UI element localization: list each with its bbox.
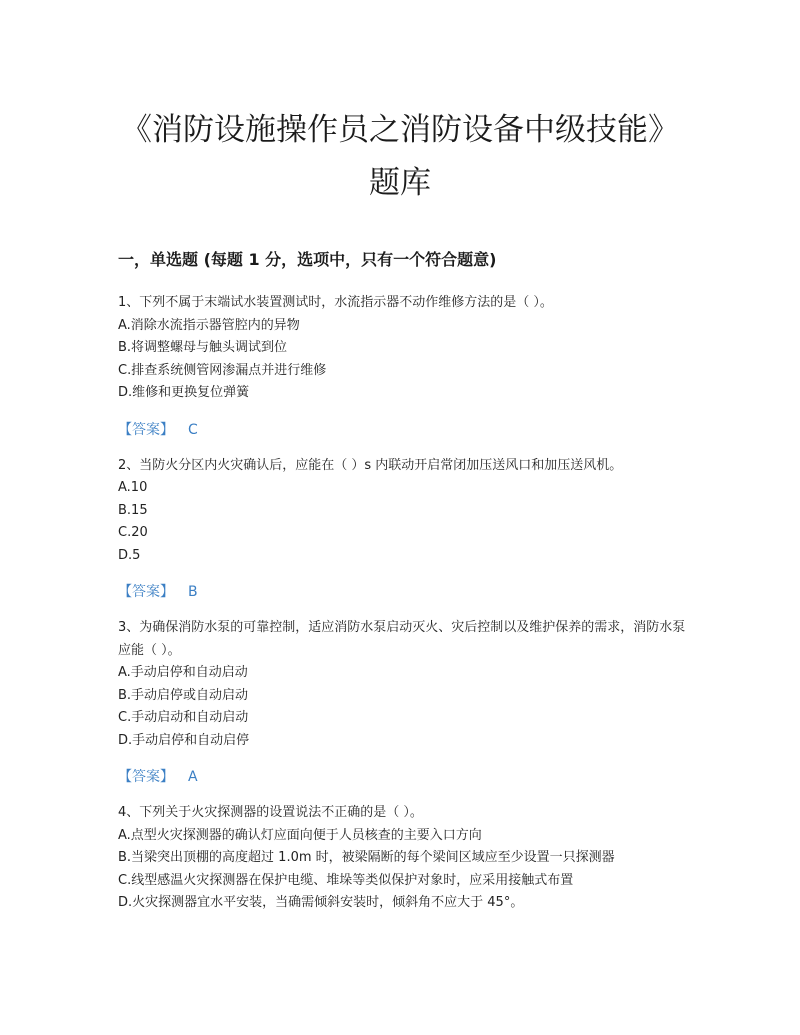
answer-tag: 【答案】 bbox=[118, 584, 174, 600]
answer-line bbox=[118, 766, 688, 788]
question-option: A.10 bbox=[118, 480, 148, 495]
answer-tag: 【答案】 bbox=[118, 769, 174, 785]
question-4 bbox=[118, 802, 688, 915]
question-option: C.20 bbox=[118, 525, 148, 540]
question-stem: 3、为确保消防水泵的可靠控制，适应消防水泵启动灭火、灾后控制以及维护保养的需求，消防水泵应能（ ）。 bbox=[118, 620, 686, 658]
question-option: B.当梁突出顶棚的高度超过 1.0m 时，被梁隔断的每个梁间区域应至少设置一只探测器 bbox=[118, 850, 615, 865]
answer-tag: 【答案】 bbox=[118, 421, 174, 438]
question-option: B.将调整螺母与触头调试到位 bbox=[118, 340, 288, 355]
question-option: C.线型感温火灾探测器在保护电缆、堆垛等类似保护对象时，应采用接触式布置 bbox=[118, 872, 574, 888]
question-option: C.手动启动和自动启动 bbox=[118, 710, 249, 725]
answer-value: B bbox=[188, 584, 198, 600]
question-stem: 4、下列关于火灾探测器的设置说法不正确的是（ ）。 bbox=[118, 805, 423, 820]
answer-value: C bbox=[188, 421, 198, 438]
answer-line bbox=[118, 419, 688, 441]
question-option: D.火灾探测器宜水平安装，当确需倾斜安装时，倾斜角不应大于 45°。 bbox=[118, 895, 524, 910]
question-3 bbox=[118, 617, 688, 788]
question-stem: 2、当防火分区内火灾确认后，应能在（ ）s 内联动开启常闭加压送风口和加压送风机。 bbox=[118, 457, 623, 473]
question-option: A.手动启停和自动启动 bbox=[118, 665, 248, 680]
question-option: B.手动启停或自动启动 bbox=[118, 687, 249, 703]
answer-value: A bbox=[188, 769, 198, 785]
question-option: A.点型火灾探测器的确认灯应面向便于人员核查的主要入口方向 bbox=[118, 827, 482, 843]
question-2 bbox=[118, 455, 688, 604]
question-1 bbox=[118, 292, 688, 441]
question-list bbox=[118, 292, 688, 915]
question-option: A.消除水流指示器管腔内的异物 bbox=[118, 317, 300, 333]
answer-line bbox=[118, 581, 688, 603]
page-title: 《消防设施操作员之消防设备中级技能》题库 bbox=[121, 112, 679, 201]
question-option: C.排查系统侧管网渗漏点并进行维修 bbox=[118, 362, 327, 378]
question-option: B.15 bbox=[118, 502, 148, 518]
question-stem: 1、下列不属于末端试水装置测试时，水流指示器不动作维修方法的是（ ）。 bbox=[118, 295, 553, 310]
question-option: D.手动启停和自动启停 bbox=[118, 732, 250, 748]
section-heading: 一，单选题 (每题 1 分，选项中，只有一个符合题意) bbox=[118, 250, 497, 269]
question-option: D.维修和更换复位弹簧 bbox=[118, 385, 250, 400]
question-option: D.5 bbox=[118, 547, 141, 563]
